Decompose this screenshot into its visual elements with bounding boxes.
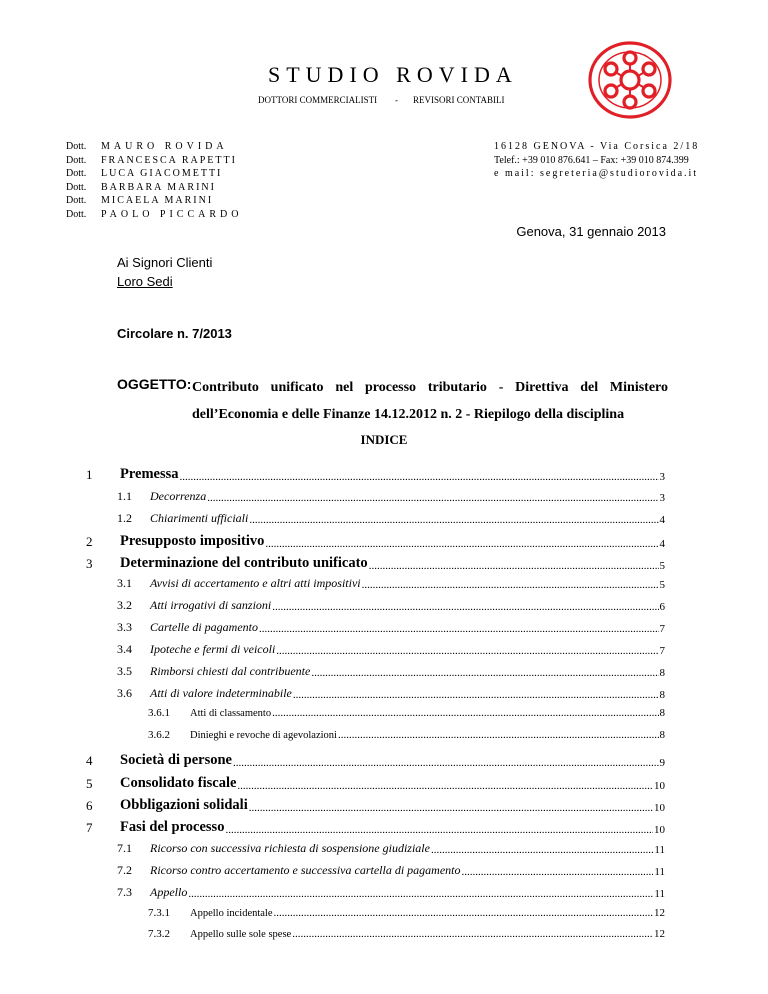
toc-entry[interactable]: [117, 511, 665, 526]
toc-leader: [431, 844, 653, 856]
toc-number: 7.3.2: [148, 928, 170, 940]
toc-label: Determinazione del contributo unificato: [120, 555, 368, 571]
partner-name: PAOLO PICCARDO: [101, 208, 243, 220]
toc-label: Ipoteche e fermi di veicoli: [150, 642, 276, 656]
toc-label: Atti di valore indeterminabile: [150, 686, 292, 700]
toc-entry[interactable]: [86, 775, 665, 792]
toc-entry[interactable]: [86, 819, 665, 836]
toc-number: 1: [86, 467, 93, 482]
firm-subtitle-separator: -: [395, 95, 398, 105]
toc-leader: [233, 757, 659, 769]
recipient-line2: Loro Sedi: [117, 274, 173, 289]
toc-label: Presupposto impositivo: [120, 533, 265, 549]
toc-entry[interactable]: [86, 555, 665, 572]
toc-label: Obbligazioni solidali: [120, 797, 248, 813]
toc-page: 8: [659, 707, 665, 719]
contact-block: [494, 140, 699, 181]
toc-entry[interactable]: [86, 797, 665, 814]
toc-number: 3.5: [117, 664, 132, 678]
subject-text: Contributo unificato nel processo tributario - Direttiva del Ministero dell’Economia e delle Finanze 14.12.2012 n. 2 - Riepilogo della disciplina: [192, 380, 668, 422]
toc-page: 10: [654, 802, 665, 814]
toc-leader: [292, 928, 653, 940]
toc-leader: [461, 866, 653, 878]
toc-leader: [180, 471, 659, 483]
toc-number: 4: [86, 753, 93, 768]
toc-label: Fasi del processo: [120, 819, 225, 835]
toc-leader: [293, 689, 659, 701]
toc-label: Avvisi di accertamento e altri atti impositivi: [150, 576, 361, 590]
toc-label: Dinieghi e revoche di agevolazioni: [190, 730, 337, 741]
partner-title: Dott.: [66, 154, 87, 166]
toc-label: Ricorso con successiva richiesta di sospensione giudiziale: [150, 841, 430, 855]
toc-page: 6: [659, 601, 665, 613]
toc-entry[interactable]: [117, 598, 665, 613]
toc-entry[interactable]: [86, 752, 665, 769]
toc-page: 11: [654, 866, 665, 878]
toc-entry[interactable]: [117, 885, 665, 900]
letter-date: Genova, 31 gennaio 2013: [516, 224, 666, 239]
toc-number: 3.2: [117, 598, 132, 612]
firm-subtitle-right: REVISORI CONTABILI: [413, 95, 505, 105]
toc-number: 7.3: [117, 885, 132, 899]
toc-leader: [207, 492, 658, 504]
toc-page: 12: [654, 928, 665, 940]
toc-page: 9: [659, 757, 665, 769]
toc-number: 1.2: [117, 511, 132, 525]
toc-label: Premessa: [120, 466, 179, 482]
toc-leader: [369, 560, 659, 572]
toc-page: 8: [659, 729, 665, 741]
toc-leader: [272, 601, 658, 613]
partner-title: Dott.: [66, 208, 87, 220]
toc-page: 11: [654, 844, 665, 856]
toc-leader: [225, 824, 653, 836]
toc-label: Appello incidentale: [190, 908, 273, 919]
partner-name: MICAELA MARINI: [101, 195, 214, 207]
toc-entry[interactable]: [86, 466, 665, 483]
circular-number: Circolare n. 7/2013: [117, 326, 232, 341]
toc-label: Appello sulle sole spese: [190, 929, 292, 940]
toc-leader: [311, 667, 658, 679]
partner-title: Dott.: [66, 168, 87, 180]
toc-page: 11: [654, 888, 665, 900]
partner-title: Dott.: [66, 195, 87, 207]
toc-page: 7: [659, 645, 665, 657]
firm-subtitle-left: DOTTORI COMMERCIALISTI: [258, 95, 378, 105]
toc-label: Atti irrogativi di sanzioni: [150, 598, 272, 612]
firm-name: STUDIO ROVIDA: [268, 62, 518, 87]
toc-leader: [274, 907, 653, 919]
toc-number: 3.4: [117, 642, 132, 656]
toc-entry[interactable]: [148, 907, 665, 919]
toc-label: Rimborsi chiesti dal contribuente: [150, 664, 311, 678]
toc-label: Appello: [150, 885, 188, 899]
partner-name: MAURO ROVIDA: [101, 141, 228, 152]
toc-entry[interactable]: [148, 707, 665, 719]
index-title: INDICE: [360, 432, 408, 447]
toc-entry[interactable]: [117, 489, 665, 504]
toc-label: Consolidato fiscale: [120, 775, 237, 791]
partner-title: Dott.: [66, 181, 87, 193]
toc-entry[interactable]: [86, 533, 665, 550]
toc-leader: [259, 623, 659, 635]
toc-label: Decorrenza: [150, 489, 207, 503]
toc-leader: [188, 888, 653, 900]
toc-number: 3.3: [117, 620, 132, 634]
partner-name: BARBARA MARINI: [101, 181, 216, 193]
toc-leader: [276, 645, 658, 657]
toc-page: 8: [659, 689, 665, 701]
toc-leader: [249, 802, 653, 814]
recipient-line1: Ai Signori Clienti: [117, 255, 213, 270]
toc-label: Chiarimenti ufficiali: [150, 511, 249, 525]
toc-page: 8: [659, 667, 665, 679]
toc-number: 7.3.1: [148, 907, 170, 919]
studio-logo-icon: [587, 40, 673, 125]
partner-names: [101, 140, 242, 222]
contact-phone: Telef.: +39 010 876.641 – Fax: +39 010 874.399: [494, 154, 689, 166]
toc-number: 6: [86, 798, 93, 813]
toc-entry[interactable]: [117, 863, 665, 878]
toc-entry[interactable]: [148, 729, 665, 741]
toc-number: 3.6: [117, 686, 132, 700]
contact-email: e mail: segreteria@studiorovida.it: [494, 168, 699, 180]
toc-number: 3: [86, 556, 93, 571]
toc-number: 7.1: [117, 841, 132, 855]
toc-number: 7.2: [117, 863, 132, 877]
toc-entry[interactable]: [117, 841, 665, 856]
toc-label: Cartelle di pagamento: [150, 620, 258, 634]
toc-label: Società di persone: [120, 752, 232, 768]
toc-entry[interactable]: [117, 686, 665, 701]
toc-number: 2: [86, 534, 93, 549]
recipient-block: [117, 253, 212, 291]
toc-page: 3: [659, 471, 665, 483]
toc-label: Ricorso contro accertamento e successiva cartella di pagamento: [150, 863, 461, 877]
toc-page: 10: [654, 824, 665, 836]
partner-title: Dott.: [66, 141, 87, 152]
partner-name: FRANCESCA RAPETTI: [101, 154, 237, 166]
toc-page: 3: [659, 492, 665, 504]
toc-leader: [237, 780, 653, 792]
toc-page: 4: [659, 538, 665, 550]
toc-label: Atti di classamento: [190, 708, 272, 719]
toc-entry[interactable]: [148, 928, 665, 940]
toc-number: 1.1: [117, 489, 132, 503]
toc-number: 3.6.2: [148, 729, 170, 741]
toc-page: 5: [659, 579, 665, 591]
toc-page: 5: [659, 560, 665, 572]
toc-page: 7: [659, 623, 665, 635]
partner-titles: [66, 140, 86, 222]
toc-page: 12: [654, 907, 665, 919]
toc-entry[interactable]: [117, 642, 665, 657]
toc-entry[interactable]: [117, 664, 665, 679]
toc-entry[interactable]: [117, 576, 665, 591]
toc-leader: [272, 707, 658, 719]
toc-number: 3.1: [117, 576, 132, 590]
toc-page: 4: [659, 514, 665, 526]
toc-number: 3.6.1: [148, 707, 170, 719]
toc-leader: [265, 538, 658, 550]
subject-label: OGGETTO:: [117, 376, 192, 392]
partner-name: LUCA GIACOMETTI: [101, 168, 223, 180]
toc-page: 10: [654, 780, 665, 792]
toc-entry[interactable]: [117, 620, 665, 635]
toc-leader: [362, 579, 659, 591]
toc-leader: [338, 729, 659, 741]
toc-leader: [249, 514, 658, 526]
contact-address: 16128 GENOVA - Via Corsica 2/18: [494, 141, 700, 152]
toc-number: 5: [86, 776, 93, 791]
toc-number: 7: [86, 820, 93, 835]
